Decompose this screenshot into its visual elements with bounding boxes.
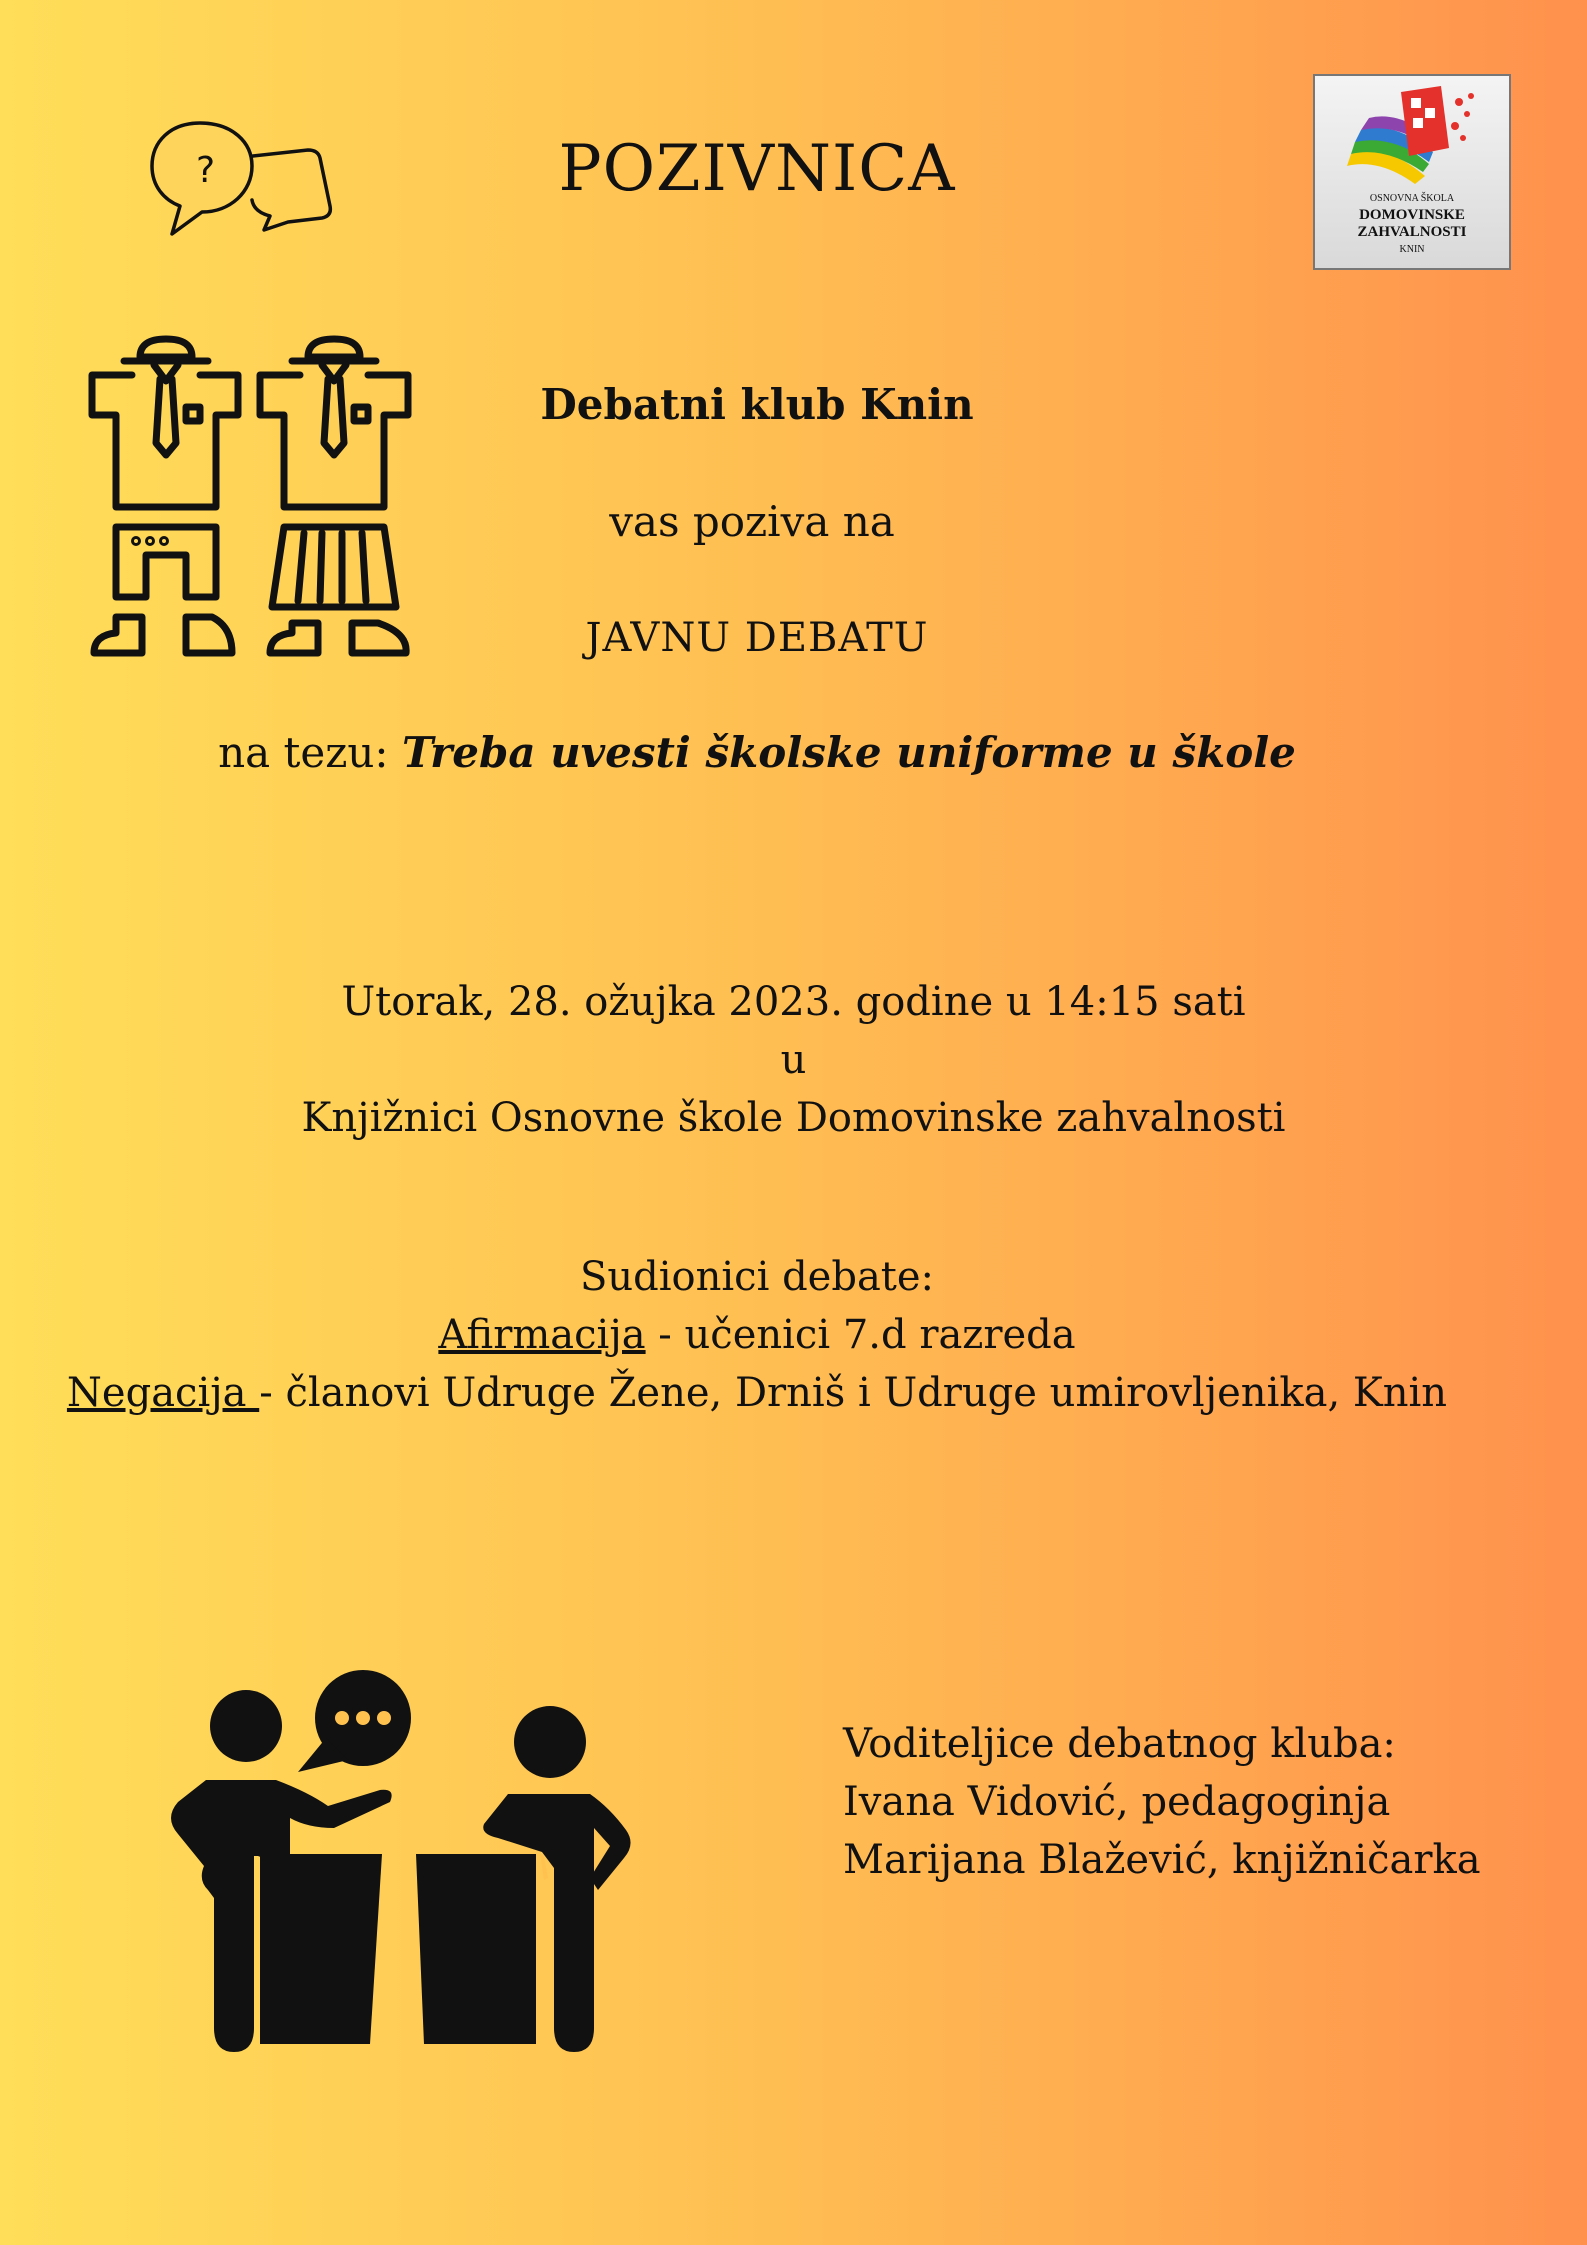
- thesis-line: [0, 728, 1514, 777]
- participants-heading: Sudionici debate:: [579, 1254, 935, 1300]
- logo-line-4: KNIN: [1399, 244, 1425, 255]
- event-name: JAVNU DEBATU: [585, 615, 929, 661]
- negative-label: Negacija: [66, 1370, 260, 1416]
- school-logo: [1313, 74, 1511, 270]
- negative-line: [0, 1364, 1514, 1422]
- leaders-block: [843, 1715, 1481, 1889]
- logo-line-3: ZAHVALNOSTI: [1357, 224, 1467, 240]
- invites-line: vas poziva na: [609, 497, 895, 546]
- affirmative-label: Afirmacija: [438, 1312, 646, 1358]
- participants-block: [0, 1248, 1514, 1422]
- affirmative-text: - učenici 7.d razreda: [645, 1312, 1076, 1358]
- date-place-block: [0, 973, 1587, 1147]
- logo-line-2: DOMOVINSKE: [1359, 207, 1465, 223]
- leader-1: Ivana Vidović, pedagoginja: [843, 1779, 1391, 1825]
- thesis-prefix: na tezu:: [218, 728, 402, 777]
- thesis-text: Treba uvesti školske uniforme u škole: [401, 728, 1296, 777]
- school-logo-text: [1315, 190, 1509, 258]
- school-logo-graphic: [1345, 84, 1485, 190]
- place-connector: u: [780, 1037, 807, 1083]
- place: Knjižnici Osnovne škole Domovinske zahvalnosti: [301, 1095, 1286, 1141]
- negative-text: - članovi Udruge Žene, Drniš i Udruge umirovljenika, Knin: [259, 1370, 1448, 1416]
- invitation-title: POZIVNICA: [558, 132, 956, 206]
- logo-line-1: OSNOVNA ŠKOLA: [1369, 193, 1455, 204]
- date-time: Utorak, 28. ožujka 2023. godine u 14:15 sati: [341, 979, 1246, 1025]
- affirmative-line: [0, 1306, 1514, 1364]
- svg-text:?: ?: [196, 150, 216, 191]
- leader-2: Marijana Blažević, knjižničarka: [843, 1837, 1481, 1883]
- debate-podium-icon: [158, 1668, 644, 2056]
- leaders-heading: Voditeljice debatnog kluba:: [843, 1721, 1396, 1767]
- club-name: Debatni klub Knin: [540, 380, 974, 429]
